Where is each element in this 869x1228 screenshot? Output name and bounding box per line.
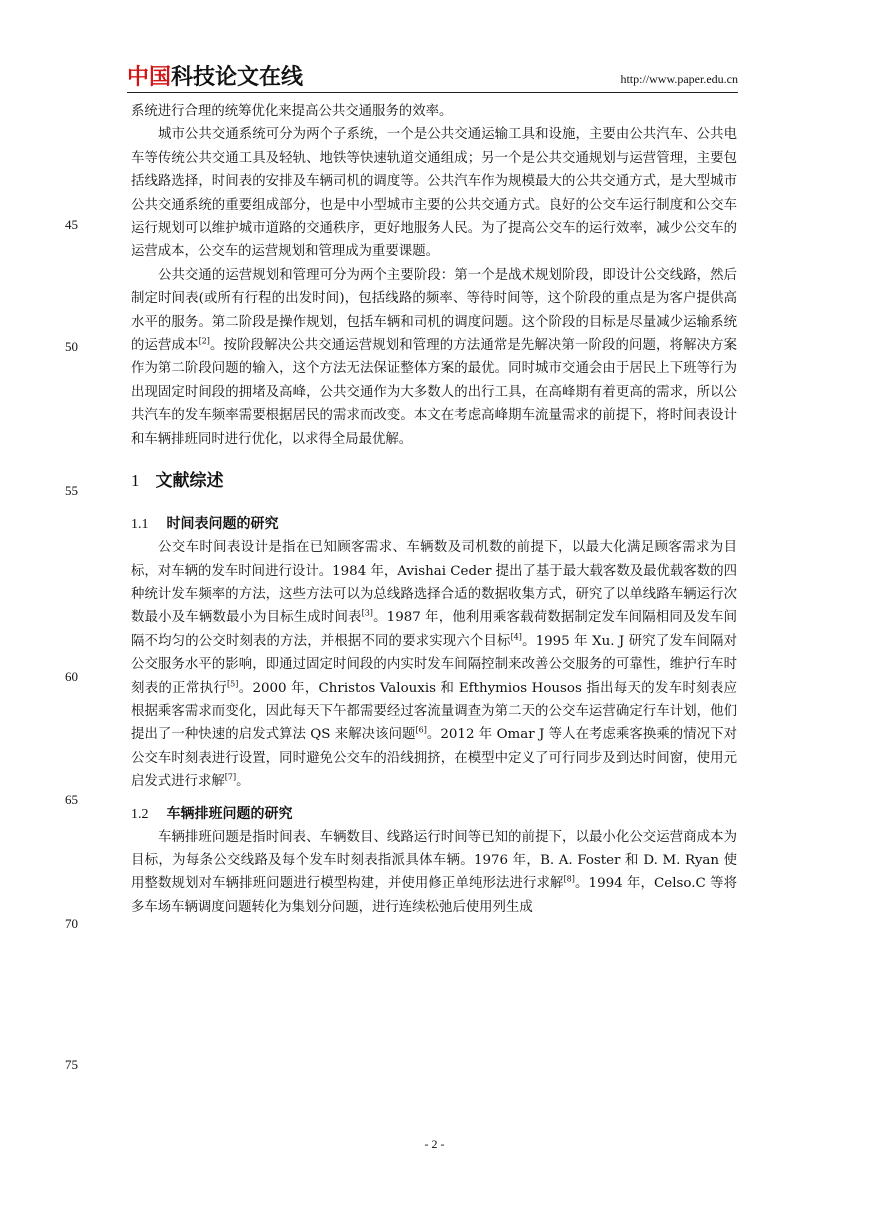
citation-7: [7] xyxy=(224,772,237,782)
citation-4: [4] xyxy=(510,632,522,642)
paper-body xyxy=(131,100,737,919)
header-url[interactable]: http://www.paper.edu.cn xyxy=(620,72,738,86)
text-run: 。按阶段解决公共交通运营规划和管理的方法通常是先解决第一阶段的问题，将解决方案作为第二阶段问题的输入，这个方法无法保证整体方案的最优。同时城市交通会由于居民上下班等行为出现固定时间段的拥堵及高峰，公共交通作为大多数人的出行工具，在高峰期有着更高的需求，所以公共汽车的发车频率需要根据居民的需求而改变。本文在考虑高峰期车流量需求的前提下，将时间表设计和车辆排班同时进行优化，以求得全局最优解。 xyxy=(131,338,738,447)
line-number-55: 55 xyxy=(65,483,78,498)
citation-2: [2] xyxy=(198,336,210,346)
header-divider xyxy=(127,92,738,93)
paragraph-continued: 系统进行合理的统筹优化来提高公共交通服务的效率。 xyxy=(131,104,453,119)
text-run: 。1995 年 Xu. J 研究了发车间隔对公交服务水平的影响，即通过固定时间段的内实时发车间隔控制来改善公交服务的可靠性，维护行车时刻表的正常执行 xyxy=(131,633,738,696)
page-number: - 2 - xyxy=(424,1137,445,1151)
text-run: 。2012 年 Omar J 等人在考虑乘客换乘的情况下对公交车时刻表进行设置，同时避免公交车的沿线拥挤，在模型中定义了可行同步及到达时间窗，使用元启发式进行求解 xyxy=(131,727,737,790)
subsection-number: 1.2 xyxy=(131,806,149,822)
paragraph-timetable-research xyxy=(131,536,737,793)
subsection-number: 1.1 xyxy=(131,517,149,533)
text-run: 。1987 年，他利用乘客载荷数据制定发车间隔相同及发车间隔不均匀的公交时刻表的方法，并根据不同的要求实现六个目标 xyxy=(131,610,737,649)
text-run: 。 xyxy=(236,774,250,790)
paragraph-urban-transit: 城市公共交通系统可分为两个子系统，一个是公共交通运输工具和设施，主要由公共汽车、公共电车等传统公共交通工具及轻轨、地铁等快速轨道交通组成；另一个是公共交通规划与运营管理，主要包括线路选择，时间表的安排及车辆司机的调度等。公共汽车作为规模最大的公共交通方式，是大型城市公共交通系统的重要组成部分，也是中小型城市主要的公共交通方式。良好的公交车运行制度和公交车运行规划可以维护城市道路的交通秩序，更好地服务人民。为了提高公交车的运行效率，减少公交车的运营成本，公交车的运营规划和管理成为重要课题。 xyxy=(131,127,737,260)
logo-black-text: 科技论文在线 xyxy=(171,65,304,90)
citation-5: [5] xyxy=(227,679,239,689)
section-number: 1 xyxy=(131,471,140,491)
line-number-45: 45 xyxy=(65,217,78,232)
citation-6: [6] xyxy=(415,725,427,735)
text-run: 。2000 年，Christos Valouxis 和 Efthymios Housos 指出每天的发车时刻表应根据乘客需求而变化，因此每天下午都需要经过客流量调查为第二天的公交车运营确定行车计划，他们提出了一种快速的启发式算法 QS 来解决该问题 xyxy=(131,680,738,743)
citation-8: [8] xyxy=(563,874,575,884)
text-run: 车辆排班问题是指时间表、车辆数目、线路运行时间等已知的前提下，以最小化公交运营商成本为目标，为每条公交线路及每个发车时刻表指派具体车辆。1976 年，B. A. Foster 和 D. M. Ryan 使用整数规划对车辆排班问题进行模型构建，并使用修正单纯形法进行求解 xyxy=(131,829,737,892)
journal-logo xyxy=(127,66,303,90)
line-number-70: 70 xyxy=(65,916,78,931)
page-header xyxy=(127,66,738,90)
line-number-50: 50 xyxy=(65,339,78,354)
text-run: 公交车时间表设计是指在已知顾客需求、车辆数及司机数的前提下，以最大化满足顾客需求为目标，对车辆的发车时间进行设计。1984 年，Avishai Ceder 提出了基于最大载客数及最优载客数的四种统计发车频率的方法，这些方法可以为总线路选择合适的数据收集方式，研究了以单线路车辆运行次数最小及车辆数最小为目标生成时间表 xyxy=(131,540,737,626)
text-run: 。1994 年，Celso.C 等将多车场车辆调度问题转化为集划分问题，进行连续松弛后使用列生成 xyxy=(131,876,737,915)
subsection-title: 时间表问题的研究 xyxy=(166,516,279,533)
section-heading-1 xyxy=(131,469,737,493)
line-number-60: 60 xyxy=(65,669,78,684)
subsection-title: 车辆排班问题的研究 xyxy=(166,805,293,822)
section-title: 文献综述 xyxy=(155,471,224,492)
paragraph-planning-stages xyxy=(131,264,737,451)
citation-3: [3] xyxy=(361,608,373,618)
subsection-heading-1-1 xyxy=(131,512,737,536)
line-number-75: 75 xyxy=(65,1057,78,1072)
text-run: 公共交通的运营规划和管理可分为两个主要阶段：第一个是战术规划阶段，即设计公交线路，然后制定时间表(或所有行程的出发时间)，包括线路的频率、等待时间等，这个阶段的重点是为客户提供高水平的服务。第二阶段是操作规划，包括车辆和司机的调度问题。这个阶段的目标是尽量减少运输系统的运营成本 xyxy=(131,267,737,354)
logo-red-text: 中国 xyxy=(127,65,172,90)
paragraph-vehicle-scheduling xyxy=(131,826,737,920)
line-number-65: 65 xyxy=(65,792,78,807)
subsection-heading-1-2 xyxy=(131,802,737,826)
